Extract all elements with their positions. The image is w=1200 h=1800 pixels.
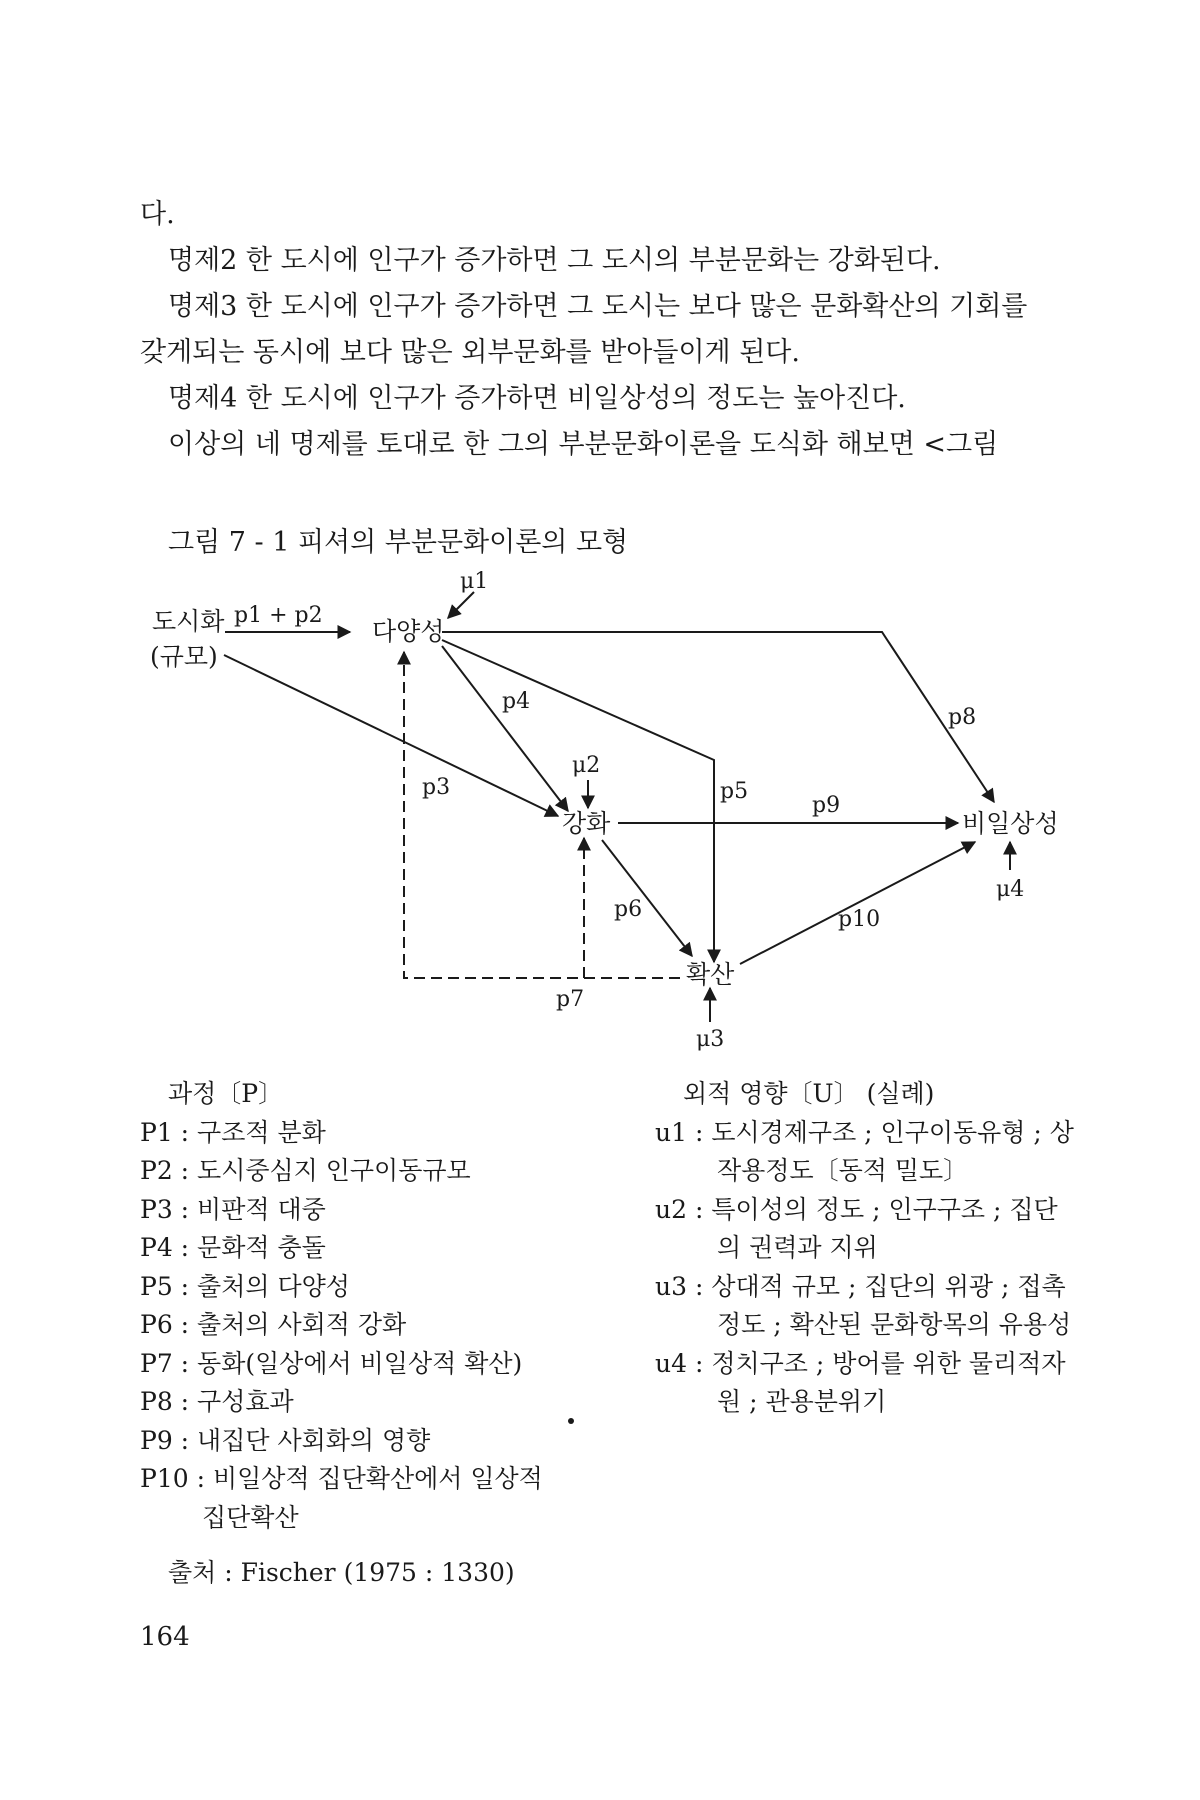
label-p7: p7 <box>556 987 585 1012</box>
node-urbanism-scale: (규모) <box>150 642 218 671</box>
process-item: P5 : 출처의 다양성 <box>140 1271 350 1301</box>
external-item: u4 : 정치구조 ; 방어를 위한 물리적자 <box>655 1348 1066 1378</box>
process-item: P4 : 문화적 충돌 <box>140 1233 326 1262</box>
process-item: P1 : 구조적 분화 <box>140 1117 326 1147</box>
external-legend-title: 외적 영향〔U〕 (실례) <box>683 1079 935 1108</box>
label-u1: μ1 <box>460 570 489 594</box>
arrow-p8 <box>442 632 994 802</box>
label-p8: p8 <box>948 705 977 730</box>
subculture-model-diagram <box>140 570 1080 1070</box>
body-line: 이상의 네 명제를 토대로 한 그의 부분문화이론을 도식화 해보면 <그림 <box>168 429 999 460</box>
process-item: P9 : 내집단 사회화의 영향 <box>140 1425 431 1455</box>
node-urbanism: 도시화 <box>152 607 225 636</box>
process-item: P6 : 출처의 사회적 강화 <box>140 1310 407 1339</box>
process-item: P10 : 비일상적 집단확산에서 일상적 <box>140 1464 543 1493</box>
node-diffusion: 확산 <box>686 960 735 989</box>
external-item-continuation: 정도 ; 확산된 문화항목의 유용성 <box>717 1310 1072 1339</box>
label-u2: μ2 <box>572 753 601 778</box>
process-item-continuation: 집단확산 <box>202 1502 299 1532</box>
process-item: P8 : 구성효과 <box>140 1387 294 1416</box>
label-p3: p3 <box>422 775 451 800</box>
stray-dot <box>568 1418 574 1424</box>
label-p4: p4 <box>502 689 531 714</box>
process-legend-title: 과정〔P〕 <box>168 1079 284 1108</box>
body-paragraphs <box>140 192 1060 468</box>
external-item: u3 : 상대적 규모 ; 집단의 위광 ; 접촉 <box>655 1271 1066 1301</box>
process-item: P3 : 비판적 대중 <box>140 1194 326 1224</box>
external-item: u2 : 특이성의 정도 ; 인구구조 ; 집단 <box>655 1194 1058 1224</box>
process-item: P2 : 도시중심지 인구이동규모 <box>140 1156 471 1185</box>
external-item-continuation: 원 ; 관용분위기 <box>717 1387 887 1416</box>
arrow-p10 <box>740 842 975 964</box>
label-p6: p6 <box>614 897 643 922</box>
label-p10: p10 <box>838 907 881 932</box>
node-unconventionality: 비일상성 <box>962 809 1059 838</box>
external-item-continuation: 작용정도〔동적 밀도〕 <box>717 1156 969 1185</box>
body-line: 명제4 한 도시에 인구가 증가하면 비일상성의 정도는 높아진다. <box>168 383 906 414</box>
page-number: 164 <box>140 1622 190 1652</box>
arrow-p4 <box>442 646 568 811</box>
label-u3: μ3 <box>696 1027 725 1052</box>
arrow-p5 <box>442 640 714 962</box>
body-line: 명제3 한 도시에 인구가 증가하면 그 도시는 보다 많은 문화확산의 기회를 <box>168 291 1028 322</box>
label-p1p2: p1 + p2 <box>234 603 323 628</box>
body-line: 다. <box>140 199 175 230</box>
process-item: P7 : 동화(일상에서 비일상적 확산) <box>140 1348 523 1378</box>
external-influence-legend <box>655 1075 1075 1422</box>
label-p5: p5 <box>720 779 749 804</box>
arrow-p3 <box>224 655 558 816</box>
node-diversity: 다양성 <box>372 617 445 646</box>
external-item-continuation: 의 권력과 지위 <box>717 1233 878 1262</box>
body-line: 명제2 한 도시에 인구가 증가하면 그 도시의 부분문화는 강화된다. <box>168 245 941 276</box>
body-line: 갖게되는 동시에 보다 많은 외부문화를 받아들이게 된다. <box>140 337 800 368</box>
label-p9: p9 <box>812 793 841 818</box>
external-item: u1 : 도시경제구조 ; 인구이동유형 ; 상 <box>655 1117 1074 1147</box>
figure-caption: 그림 7 - 1 피셔의 부분문화이론의 모형 <box>168 527 629 558</box>
process-legend <box>140 1075 600 1537</box>
label-u4: μ4 <box>996 877 1025 902</box>
arrow-u1 <box>448 592 474 618</box>
figure-source: 출처 : Fischer (1975 : 1330) <box>168 1558 515 1587</box>
arrow-p7-to-diversity <box>404 652 680 978</box>
node-intensity: 강화 <box>562 809 611 838</box>
